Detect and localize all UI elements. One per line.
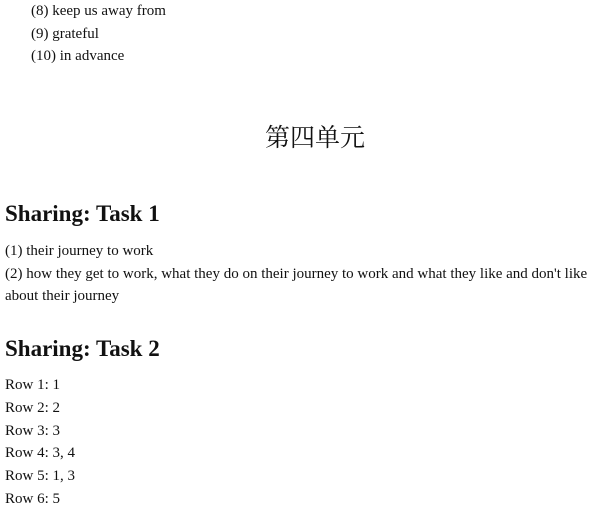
task2-rows-list <box>5 374 75 511</box>
task1-answer-2: (2) how they get to work, what they do on their journey to work and what they like and don't like about their journey <box>5 265 588 304</box>
unit-title: 第四单元 <box>264 123 365 152</box>
task1-answer-1: (1) their journey to work <box>5 243 154 259</box>
task2-row-6: Row 6: 5 <box>5 490 61 507</box>
task2-heading: Sharing: Task 2 <box>5 336 160 361</box>
answer-item-9: (9) grateful <box>31 25 99 42</box>
task2-row-3: Row 3: 3 <box>5 422 61 439</box>
task2-row-5: Row 5: 1, 3 <box>5 468 76 485</box>
task2-row-4: Row 4: 3, 4 <box>5 445 76 462</box>
previous-answers-list <box>31 0 166 68</box>
task1-heading: Sharing: Task 1 <box>5 201 160 226</box>
answer-item-10: (10) in advance <box>31 48 125 64</box>
task2-row-1: Row 1: 1 <box>5 377 61 393</box>
task2-row-2: Row 2: 2 <box>5 399 61 416</box>
answer-item-8: (8) keep us away from <box>31 3 166 19</box>
